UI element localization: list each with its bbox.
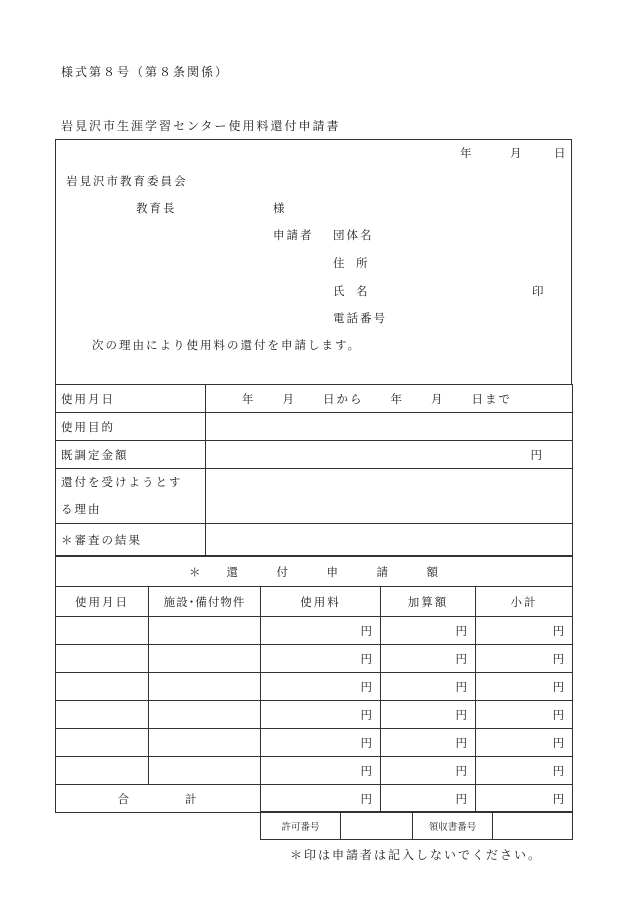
reason-row xyxy=(56,469,573,524)
phone-label: 電話番号 xyxy=(333,311,387,325)
refund-row xyxy=(56,729,573,757)
reason-label-line1: 還付を受けようとす xyxy=(61,475,183,489)
row-fee-cell[interactable]: 円 xyxy=(261,729,381,757)
recipient-title: 教育長 xyxy=(136,201,177,215)
row-date-cell[interactable] xyxy=(56,729,149,757)
usage-date-row xyxy=(56,385,573,413)
row-additional-cell[interactable]: 円 xyxy=(381,757,476,785)
application-statement: 次の理由により使用料の還付を申請します。 xyxy=(92,338,362,352)
row-facility-cell[interactable] xyxy=(149,757,261,785)
group-name-label: 団体名 xyxy=(333,228,374,242)
name-label-1: 氏 xyxy=(333,284,345,298)
total-subtotal-cell[interactable]: 円 xyxy=(476,785,573,813)
refund-row xyxy=(56,645,573,673)
row-additional-cell[interactable]: 円 xyxy=(381,645,476,673)
permit-number-value xyxy=(341,812,413,840)
amount-value[interactable]: 円 xyxy=(206,441,573,469)
refund-row xyxy=(56,757,573,785)
permit-number-label: 許可番号 xyxy=(261,812,341,840)
row-subtotal-cell[interactable]: 円 xyxy=(476,673,573,701)
form-number: 様式第８号（第８条関係） xyxy=(61,65,230,79)
col-facility: 施設･備付物件 xyxy=(149,587,261,617)
refund-table xyxy=(55,556,573,813)
honorific: 様 xyxy=(273,201,285,215)
row-additional-cell[interactable]: 円 xyxy=(381,673,476,701)
row-fee-cell[interactable]: 円 xyxy=(261,701,381,729)
refund-header-row xyxy=(56,587,573,617)
row-subtotal-cell[interactable]: 円 xyxy=(476,757,573,785)
amount-label: 既調定金額 xyxy=(56,441,206,469)
row-subtotal-cell[interactable]: 円 xyxy=(476,701,573,729)
col-usage-fee: 使用料 xyxy=(261,587,381,617)
purpose-label: 使用目的 xyxy=(56,413,206,441)
office-use-table xyxy=(260,811,573,840)
office-use-row xyxy=(261,812,573,840)
row-date-cell[interactable] xyxy=(56,617,149,645)
name-label-2: 名 xyxy=(356,284,368,298)
amount-row xyxy=(56,441,573,469)
applicant-label: 申請者 xyxy=(273,228,314,242)
row-date-cell[interactable] xyxy=(56,673,149,701)
purpose-row xyxy=(56,413,573,441)
form-title: 岩見沢市生涯学習センター使用料還付申請書 xyxy=(61,119,341,133)
refund-section-title: ＊ 還 付 申 請 額 xyxy=(56,557,573,587)
refund-row xyxy=(56,701,573,729)
row-facility-cell[interactable] xyxy=(149,673,261,701)
row-fee-cell[interactable]: 円 xyxy=(261,757,381,785)
review-label: ＊審査の結果 xyxy=(56,524,206,556)
row-subtotal-cell[interactable]: 円 xyxy=(476,645,573,673)
total-fee-cell[interactable]: 円 xyxy=(261,785,381,813)
row-additional-cell[interactable]: 円 xyxy=(381,701,476,729)
row-date-cell[interactable] xyxy=(56,645,149,673)
row-fee-cell[interactable]: 円 xyxy=(261,617,381,645)
refund-total-row xyxy=(56,785,573,813)
purpose-value[interactable] xyxy=(206,413,573,441)
row-date-cell[interactable] xyxy=(56,701,149,729)
receipt-number-label: 領収書番号 xyxy=(413,812,493,840)
usage-date-label: 使用月日 xyxy=(56,385,206,413)
footnote: ＊印は申請者は記入しないでください。 xyxy=(290,848,543,862)
address-label-2: 所 xyxy=(356,256,368,270)
total-additional-cell[interactable]: 円 xyxy=(381,785,476,813)
refund-title-row xyxy=(56,557,573,587)
row-facility-cell[interactable] xyxy=(149,645,261,673)
row-additional-cell[interactable]: 円 xyxy=(381,729,476,757)
row-date-cell[interactable] xyxy=(56,757,149,785)
reason-label xyxy=(56,469,206,524)
usage-info-table xyxy=(55,384,573,556)
refund-row xyxy=(56,617,573,645)
applicant-section xyxy=(55,139,572,385)
address-label-1: 住 xyxy=(333,256,345,270)
receipt-number-value xyxy=(493,812,573,840)
date-month-label: 月 xyxy=(510,146,522,160)
reason-label-line2: る理由 xyxy=(61,502,102,516)
row-facility-cell[interactable] xyxy=(149,701,261,729)
row-fee-cell[interactable]: 円 xyxy=(261,673,381,701)
seal-mark: 印 xyxy=(532,284,544,298)
review-value xyxy=(206,524,573,556)
refund-row xyxy=(56,673,573,701)
row-facility-cell[interactable] xyxy=(149,729,261,757)
col-additional: 加算額 xyxy=(381,587,476,617)
row-subtotal-cell[interactable]: 円 xyxy=(476,729,573,757)
recipient-org: 岩見沢市教育委員会 xyxy=(66,174,188,188)
reason-value[interactable] xyxy=(206,469,573,524)
col-usage-date: 使用月日 xyxy=(56,587,149,617)
row-fee-cell[interactable]: 円 xyxy=(261,645,381,673)
usage-date-value[interactable]: 年 月 日から 年 月 日まで xyxy=(206,385,573,413)
row-facility-cell[interactable] xyxy=(149,617,261,645)
total-label: 合 計 xyxy=(56,785,261,813)
date-day-label: 日 xyxy=(554,146,566,160)
col-subtotal: 小計 xyxy=(476,587,573,617)
date-year-label: 年 xyxy=(460,146,472,160)
row-subtotal-cell[interactable]: 円 xyxy=(476,617,573,645)
row-additional-cell[interactable]: 円 xyxy=(381,617,476,645)
review-row xyxy=(56,524,573,556)
